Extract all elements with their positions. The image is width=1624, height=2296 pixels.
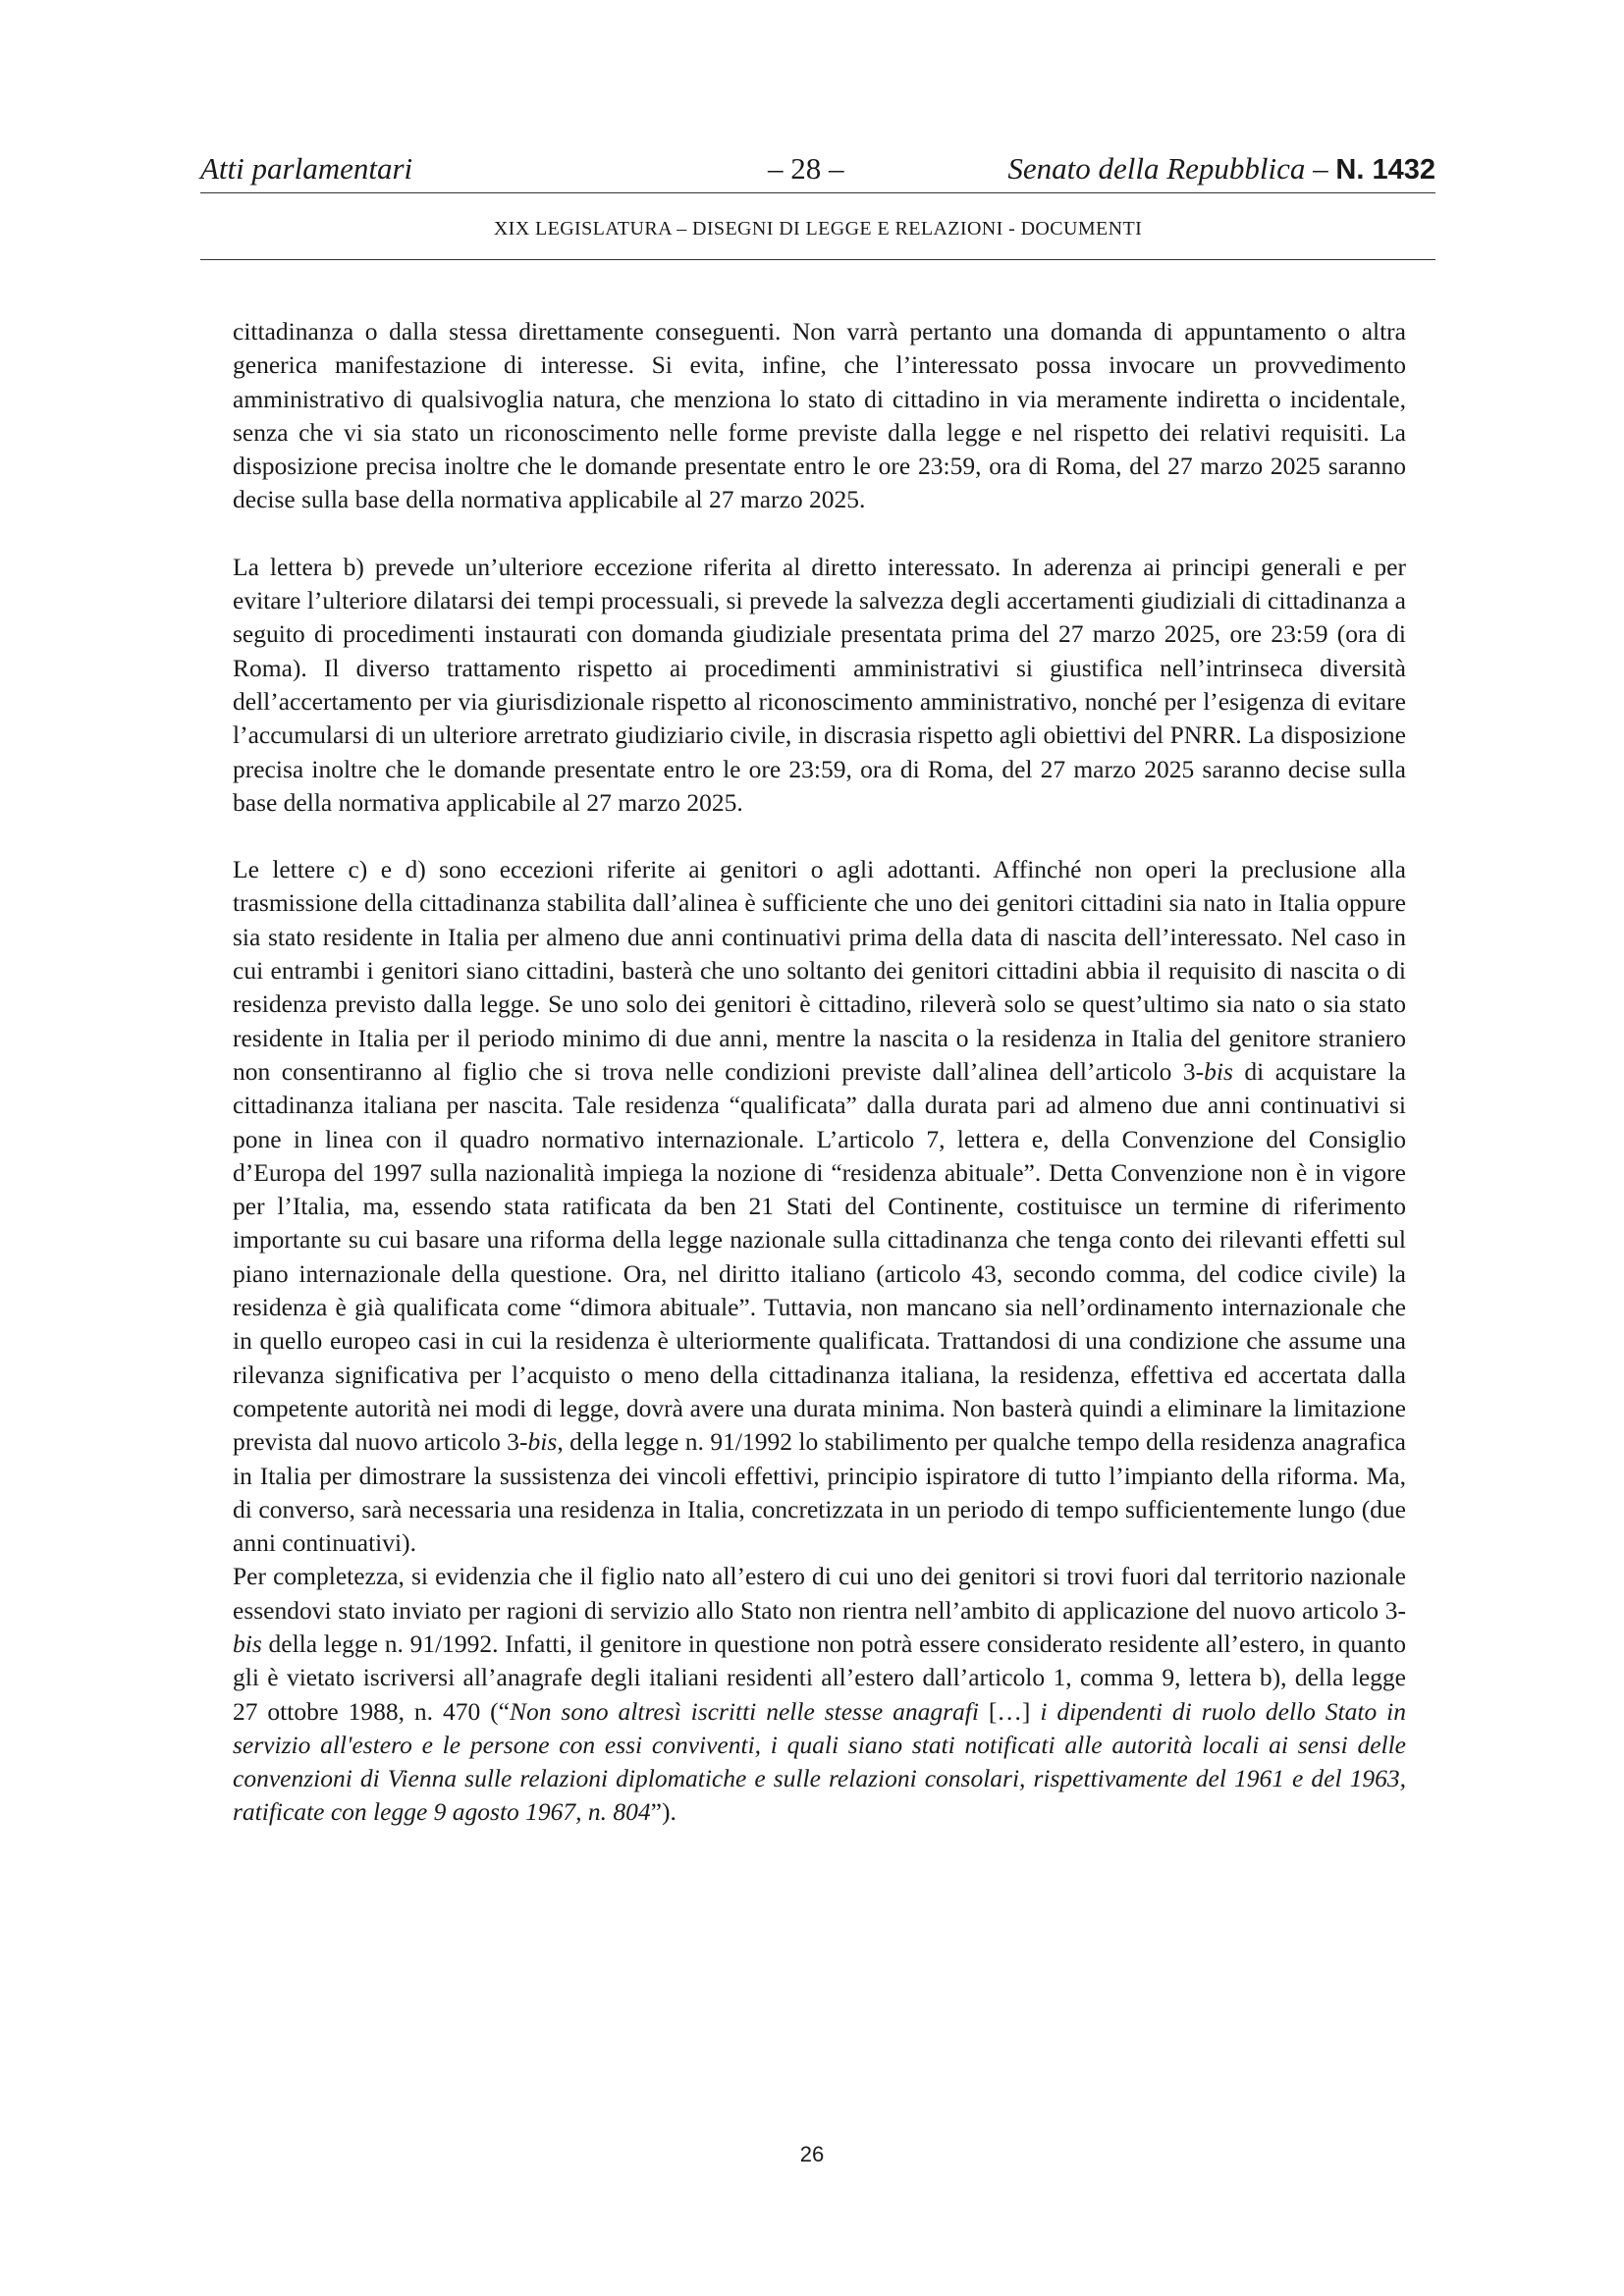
header-publication: Atti parlamentari: [200, 151, 413, 186]
paragraph-3: [233, 853, 1406, 1560]
paragraph-3-part-a: Le lettere c) e d) sono eccezioni riferite ai genitori o agli adottanti. Affinché non operi la preclusione alla trasmissione della cittadinanza stabilita dall’alinea è sufficiente che uno dei genitori cittadini sia nato in Italia oppure sia stato residente in Italia per almeno due anni continuativi prima della data di nascita dell’interessato. Nel caso in cui entrambi i genitori siano cittadini, basterà che uno soltanto dei genitori cittadini abbia il requisito di nascita o di residenza previsto dalla legge. Se uno solo dei genitori è cittadino, rileverà solo se quest’ultimo sia nato o sia stato residente in Italia per il periodo minimo di due anni, mentre la nascita o la residenza in Italia del genitore straniero non consentiranno al figlio che si trova nelle condizioni previste dall’alinea dell’articolo 3-: [233, 855, 1406, 1086]
paragraph-2: La lettera b) prevede un’ulteriore eccezione riferita al diretto interessato. In aderenza ai principi generali e per evitare l’ulteriore dilatarsi dei tempi processuali, si prevede la salvezza degli accertamenti giudiziali di cittadinanza a seguito di procedimenti instaurati con domanda giudiziale presentata prima del 27 marzo 2025, ore 23:59 (ora di Roma). Il diverso trattamento rispetto ai procedimenti amministrativi si giustifica nell’intrinseca diversità dell’accertamento per via giurisdizionale rispetto al riconoscimento amministrativo, nonché per l’esigenza di evitare l’accumularsi di un ulteriore arretrato giudiziario civile, in discrasia rispetto agli obiettivi del PNRR. La disposizione precisa inoltre che le domande presentate entro le ore 23:59, ora di Roma, del 27 marzo 2025 saranno decise sulla base della normativa applicabile al 27 marzo 2025.: [233, 552, 1406, 817]
header-senate-label: Senato della Repubblica –: [1007, 151, 1328, 186]
quote-italic-2: i dipendenti di ruolo dello Stato in servizio all'estero e le persone con essi conviventi, i quali siano stati notificati alle autorità locali ai sensi delle convenzioni di Vienna sulle relazioni diplomatiche e sulle relazioni consolari, rispettivamente del 1961 e del 1963, ratificate con legge 9 agosto 1967, n. 804: [233, 1696, 1406, 1827]
page-footer-number: 26: [799, 2142, 825, 2166]
header-page-number: – 28 –: [768, 151, 844, 186]
bis-italic: bis: [233, 1629, 262, 1658]
page-header: [200, 147, 1435, 190]
quote-ellipsis: […]: [978, 1696, 1041, 1726]
paragraph-4-end: ”).: [650, 1797, 677, 1827]
paragraph-3-part-c: , della legge n. 91/1992 lo stabilimento per qualche tempo della residenza anagrafica in Italia per dimostrare la sussistenza dei vincoli effettivi, principio ispiratore di tutto l’impianto della riforma. Ma, di converso, sarà necessaria una residenza in Italia, concretizzata in un periodo di tempo sufficientemente lungo (due anni continuativi).: [233, 1427, 1407, 1558]
header-bill-number: N. 1432: [1335, 154, 1435, 186]
quote-italic-1: Non sono altresì iscritti nelle stesse anagrafi: [509, 1696, 979, 1726]
paragraph-1: cittadinanza o dalla stessa direttamente conseguenti. Non varrà pertanto una domanda di appuntamento o altra generica manifestazione di interesse. Si evita, infine, che l’interessato possa invocare un provvedimento amministrativo di qualsivoglia natura, che menziona lo stato di cittadino in via meramente indiretta o incidentale, senza che vi sia stato un riconoscimento nelle forme previste dalla legge e nel rispetto dei relativi requisiti. La disposizione precisa inoltre che le domande presentate entro le ore 23:59, ora di Roma, del 27 marzo 2025 saranno decise sulla base della normativa applicabile al 27 marzo 2025.: [233, 317, 1406, 514]
header-legislature: XIX LEGISLATURA – DISEGNI DI LEGGE E RELAZIONI - DOCUMENTI: [493, 218, 1143, 240]
paragraph-3-part-b: di acquistare la cittadinanza italiana per nascita. Tale residenza “qualificata” dalla durata pari ad almeno due anni continuativi si pone in linea con il quadro normativo internazionale. L’articolo 7, lettera e, della Convenzione del Consiglio d’Europa del 1997 sulla nazionalità impiega la nozione di “residenza abituale”. Detta Convenzione non è in vigore per l’Italia, ma, essendo stata ratificata da ben 21 Stati del Continente, costituisce un termine di riferimento importante su cui basare una riforma della legge nazionale sulla cittadinanza che tenga conto dei rilevanti effetti sul piano internazionale della questione. Ora, nel diritto italiano (articolo 43, secondo comma, del codice civile) la residenza è già qualificata come “dimora abituale”. Tuttavia, non mancano sia nell’ordinamento internazionale che in quello europeo casi in cui la residenza è ulteriormente qualificata. Trattandosi di una condizione che assume una rilevanza significativa per l’acquisto o meno della cittadinanza italiana, la residenza, effettiva ed accertata dalla competente autorità nei modi di legge, dovrà avere una durata minima. Non basterà quindi a eliminare la limitazione prevista dal nuovo articolo 3-: [233, 1056, 1406, 1457]
paragraph-4-part-a: Per completezza, si evidenzia che il figlio nato all’estero di cui uno dei genitori si trovi fuori dal territorio nazionale essendovi stato inviato per ragioni di servizio allo Stato non rientra nell’ambito di applicazione del nuovo articolo 3-: [233, 1562, 1406, 1625]
body-text: [233, 315, 1406, 1830]
header-rule-top: [200, 192, 1435, 193]
bis-italic: bis: [527, 1427, 558, 1457]
header-senate: [1007, 147, 1435, 191]
header-rule-bottom: [200, 259, 1435, 260]
paragraph-4-part-b: della legge n. 91/1992. Infatti, il genitore in questione non potrà essere considerato residente all’estero, in quanto gli è vietato iscriversi all’anagrafe degli italiani residenti all’estero dall’articolo 1, comma 9, lettera b), della legge 27 ottobre 1988, n. 470 (“: [233, 1629, 1406, 1726]
bis-italic: bis: [1204, 1056, 1233, 1086]
paragraph-4: [233, 1560, 1406, 1829]
